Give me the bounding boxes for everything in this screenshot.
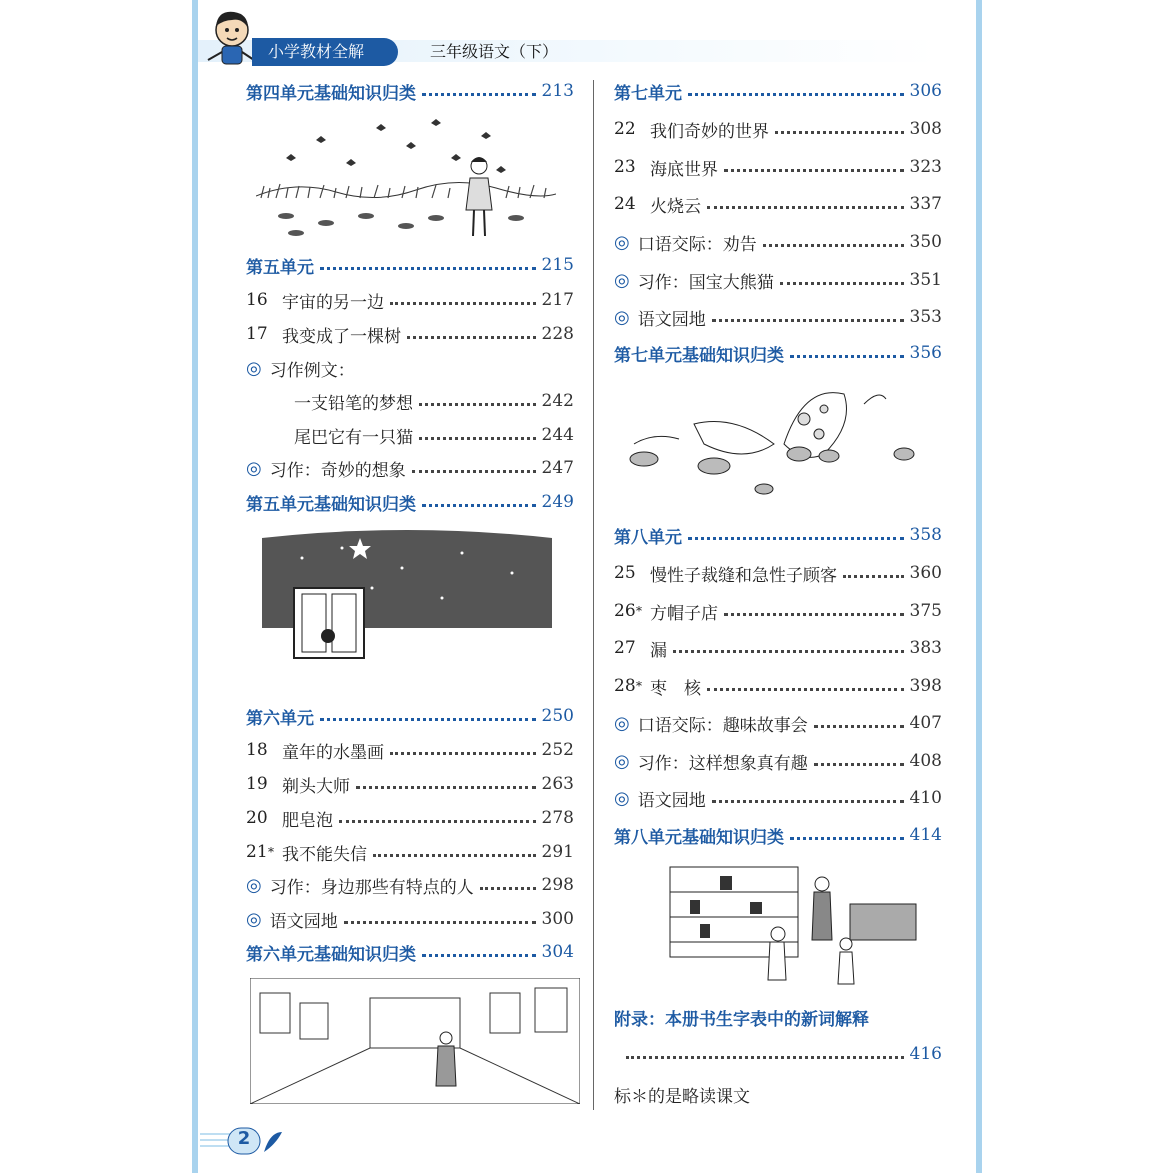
leader-dots: [724, 613, 904, 616]
toc-entry-page: 249: [541, 492, 574, 512]
leader-dots: [320, 718, 536, 721]
leader-dots: [422, 954, 536, 957]
toc-entry-title: 尾巴它有一只猫: [294, 427, 413, 448]
series-title: 小学教材全解: [252, 38, 398, 66]
toc-entry-page: 213: [541, 81, 574, 101]
toc-entry-page: 247: [541, 458, 574, 478]
leader-dots: [775, 131, 904, 134]
lesson-number: 28: [614, 676, 636, 696]
toc-entry-title: 语文园地: [637, 309, 706, 330]
toc-entry[interactable]: [614, 673, 942, 699]
toc-entry[interactable]: [614, 304, 942, 330]
column-divider: [593, 80, 594, 1110]
toc-entry[interactable]: [614, 229, 942, 255]
toc-entry[interactable]: [614, 78, 942, 104]
toc-entry-title: 海底世界: [650, 159, 718, 180]
toc-entry-title: 习作：这样想象真有趣: [637, 753, 808, 774]
appendix-page: 416: [909, 1044, 942, 1064]
toc-entry[interactable]: [246, 388, 574, 414]
double-circle-icon: ◎: [614, 750, 630, 772]
leader-dots: [707, 688, 904, 691]
leader-dots: [763, 244, 904, 247]
toc-entry-page: 383: [909, 638, 942, 658]
toc-entry[interactable]: [614, 154, 942, 180]
toc-entry[interactable]: [614, 710, 942, 736]
toc-entry-page: 263: [541, 774, 574, 794]
toc-entry[interactable]: [614, 748, 942, 774]
double-circle-icon: ◎: [614, 306, 630, 328]
toc-entry-title: 我不能失信: [282, 844, 367, 865]
leader-dots: [626, 1056, 904, 1059]
toc-entry-title: 语文园地: [269, 911, 338, 932]
leader-dots: [339, 820, 536, 823]
toc-entry-title: 慢性子裁缝和急性子顾客: [650, 565, 837, 586]
toc-entry-page: 407: [909, 713, 942, 733]
toc-entry-title: 第八单元基础知识归类: [614, 827, 784, 848]
leader-dots: [356, 786, 536, 789]
leader-dots: [373, 854, 536, 857]
toc-entry-page: 228: [541, 324, 574, 344]
lesson-number: 23: [614, 157, 636, 177]
toc-entry-title: 习作：国宝大熊猫: [637, 272, 774, 293]
night-sky-window-illustration: [262, 528, 552, 668]
leader-dots: [780, 282, 904, 285]
toc-entry-page: 291: [541, 842, 574, 862]
leader-dots: [688, 93, 904, 96]
lesson-number: 17: [246, 324, 268, 344]
double-circle-icon: ◎: [614, 712, 630, 734]
leader-dots: [419, 437, 536, 440]
toc-entry-title: 习作：奇妙的想象: [269, 460, 406, 481]
toc-entry-page: 408: [909, 751, 942, 771]
leader-dots: [412, 470, 536, 473]
toc-entry[interactable]: [614, 785, 942, 811]
toc-entry-title: 一支铅笔的梦想: [294, 393, 413, 414]
toc-entry-title: 枣 核: [650, 678, 701, 699]
toc-entry-page: 398: [909, 676, 942, 696]
feathers-stones-illustration: [624, 384, 924, 504]
lesson-number: 21: [246, 842, 268, 862]
toc-entry-title: 口语交际：趣味故事会: [637, 715, 808, 736]
toc-entry[interactable]: [246, 321, 574, 347]
toc-entry[interactable]: [246, 805, 574, 831]
leader-dots: [390, 752, 536, 755]
leader-dots: [407, 336, 536, 339]
leader-dots: [707, 206, 904, 209]
toc-entry-page: 375: [909, 601, 942, 621]
toc-entry[interactable]: [246, 939, 574, 965]
leader-dots: [843, 575, 904, 578]
toc-entry[interactable]: [246, 771, 574, 797]
toc-entry[interactable]: [246, 455, 574, 481]
lesson-number: 27: [614, 638, 636, 658]
toc-entry-page: 337: [909, 194, 942, 214]
toc-entry-page: 252: [541, 740, 574, 760]
leader-dots: [712, 800, 904, 803]
page-number: 2: [237, 1128, 251, 1149]
toc-entry-page: 414: [909, 825, 942, 845]
toc-entry-page: 358: [909, 525, 942, 545]
toc-entry-title: 第七单元基础知识归类: [614, 345, 784, 366]
toc-entry-page: 278: [541, 808, 574, 828]
appendix-title[interactable]: 附录：本册书生字表中的新词解释: [614, 1009, 869, 1030]
toc-entry-page: 217: [541, 290, 574, 310]
toc-entry-page: 215: [541, 255, 574, 275]
toc-entry-title: 方帽子店: [650, 603, 718, 624]
toc-entry[interactable]: [246, 489, 574, 515]
leader-dots: [344, 921, 536, 924]
toc-entry[interactable]: [614, 598, 942, 624]
toc-entry-title: 宇宙的另一边: [282, 292, 384, 313]
double-circle-icon: ◎: [614, 269, 630, 291]
lesson-number: 16: [246, 290, 268, 310]
toc-entry[interactable]: [246, 906, 574, 932]
leader-dots: [422, 504, 536, 507]
appendix-page-row[interactable]: [614, 1041, 942, 1067]
double-circle-icon: ◎: [246, 874, 262, 896]
lesson-number: 25: [614, 563, 636, 583]
toc-entry-title: 漏: [650, 640, 667, 661]
toc-entry[interactable]: [614, 635, 942, 661]
toc-entry-title: 第六单元: [246, 708, 314, 729]
leader-dots: [673, 650, 904, 653]
leader-dots: [814, 725, 904, 728]
double-circle-icon: ◎: [614, 231, 630, 253]
toc-entry-page: 298: [541, 875, 574, 895]
leader-dots: [320, 267, 536, 270]
shop-shelves-illustration: [660, 862, 922, 987]
toc-entry-page: 304: [541, 942, 574, 962]
toc-entry-page: 350: [909, 232, 942, 252]
leader-dots: [724, 169, 904, 172]
leader-dots: [390, 302, 536, 305]
leader-dots: [422, 93, 536, 96]
toc-entry-page: 410: [909, 788, 942, 808]
toc-entry-title: 剃头大师: [282, 776, 350, 797]
double-circle-icon: ◎: [246, 457, 262, 479]
toc-entry[interactable]: [614, 267, 942, 293]
leader-dots: [712, 319, 904, 322]
double-circle-icon: ◎: [246, 908, 262, 930]
toc-entry-page: 353: [909, 307, 942, 327]
toc-entry-page: 308: [909, 119, 942, 139]
toc-entry[interactable]: [246, 737, 574, 763]
toc-entry-page: 244: [541, 425, 574, 445]
toc-entry[interactable]: [246, 78, 574, 104]
toc-entry[interactable]: [614, 822, 942, 848]
lesson-number: 20: [246, 808, 268, 828]
toc-entry-title: 第五单元基础知识归类: [246, 494, 416, 515]
lesson-number: 18: [246, 740, 268, 760]
toc-entry[interactable]: [614, 191, 942, 217]
toc-entry[interactable]: [246, 872, 574, 898]
toc-entry[interactable]: [246, 252, 574, 278]
double-circle-icon: ◎: [614, 787, 630, 809]
butterflies-meadow-illustration: [256, 118, 556, 243]
toc-entry-page: 360: [909, 563, 942, 583]
lesson-number: 26: [614, 601, 636, 621]
leader-dots: [790, 355, 904, 358]
toc-entry-page: 351: [909, 270, 942, 290]
mascot-icon: [198, 8, 258, 70]
toc-entry[interactable]: [246, 839, 574, 865]
leader-dots: [814, 763, 904, 766]
toc-entry[interactable]: [614, 522, 942, 548]
leader-dots: [688, 537, 904, 540]
toc-entry-title: 火烧云: [650, 196, 701, 217]
footnote: 标＊的是略读课文: [614, 1087, 750, 1107]
toc-entry-title: 我变成了一棵树: [282, 326, 401, 347]
toc-entry[interactable]: [614, 116, 942, 142]
toc-entry-title: 童年的水墨画: [282, 742, 384, 763]
toc-entry-title: 口语交际：劝告: [637, 234, 757, 255]
classroom-hallway-illustration: [250, 978, 580, 1104]
grade-title: 三年级语文（下）: [430, 42, 559, 61]
skim-reading-mark: *: [636, 679, 642, 693]
toc-entry-title: 第六单元基础知识归类: [246, 944, 416, 965]
toc-entry[interactable]: [246, 703, 574, 729]
leader-dots: [419, 403, 536, 406]
leader-dots: [480, 887, 536, 890]
toc-entry-title: 习作：身边那些有特点的人: [269, 877, 474, 898]
toc-entry-page: 250: [541, 706, 574, 726]
toc-entry-page: 306: [909, 81, 942, 101]
lesson-number: 24: [614, 194, 636, 214]
leader-dots: [790, 837, 904, 840]
toc-entry-title: 语文园地: [637, 790, 706, 811]
double-circle-icon: ◎: [246, 357, 262, 379]
toc-entry-title: 第七单元: [614, 83, 682, 104]
skim-reading-mark: *: [636, 604, 642, 618]
toc-entry[interactable]: [246, 422, 574, 448]
toc-entry[interactable]: [246, 355, 574, 381]
toc-entry[interactable]: [614, 560, 942, 586]
toc-entry-page: 356: [909, 343, 942, 363]
toc-entry-title: 第四单元基础知识归类: [246, 83, 416, 104]
toc-entry-title: 第五单元: [246, 257, 314, 278]
toc-entry-page: 323: [909, 157, 942, 177]
lesson-number: 22: [614, 119, 636, 139]
toc-entry-title: 习作例文：: [269, 360, 355, 381]
toc-entry-page: 300: [541, 909, 574, 929]
lesson-number: 19: [246, 774, 268, 794]
toc-entry-title: 第八单元: [614, 527, 682, 548]
toc-entry-title: 肥皂泡: [282, 810, 333, 831]
toc-entry[interactable]: [614, 340, 942, 366]
toc-entry-title: 我们奇妙的世界: [650, 121, 769, 142]
toc-entry[interactable]: [246, 287, 574, 313]
skim-reading-mark: *: [268, 845, 274, 859]
toc-entry-page: 242: [541, 391, 574, 411]
